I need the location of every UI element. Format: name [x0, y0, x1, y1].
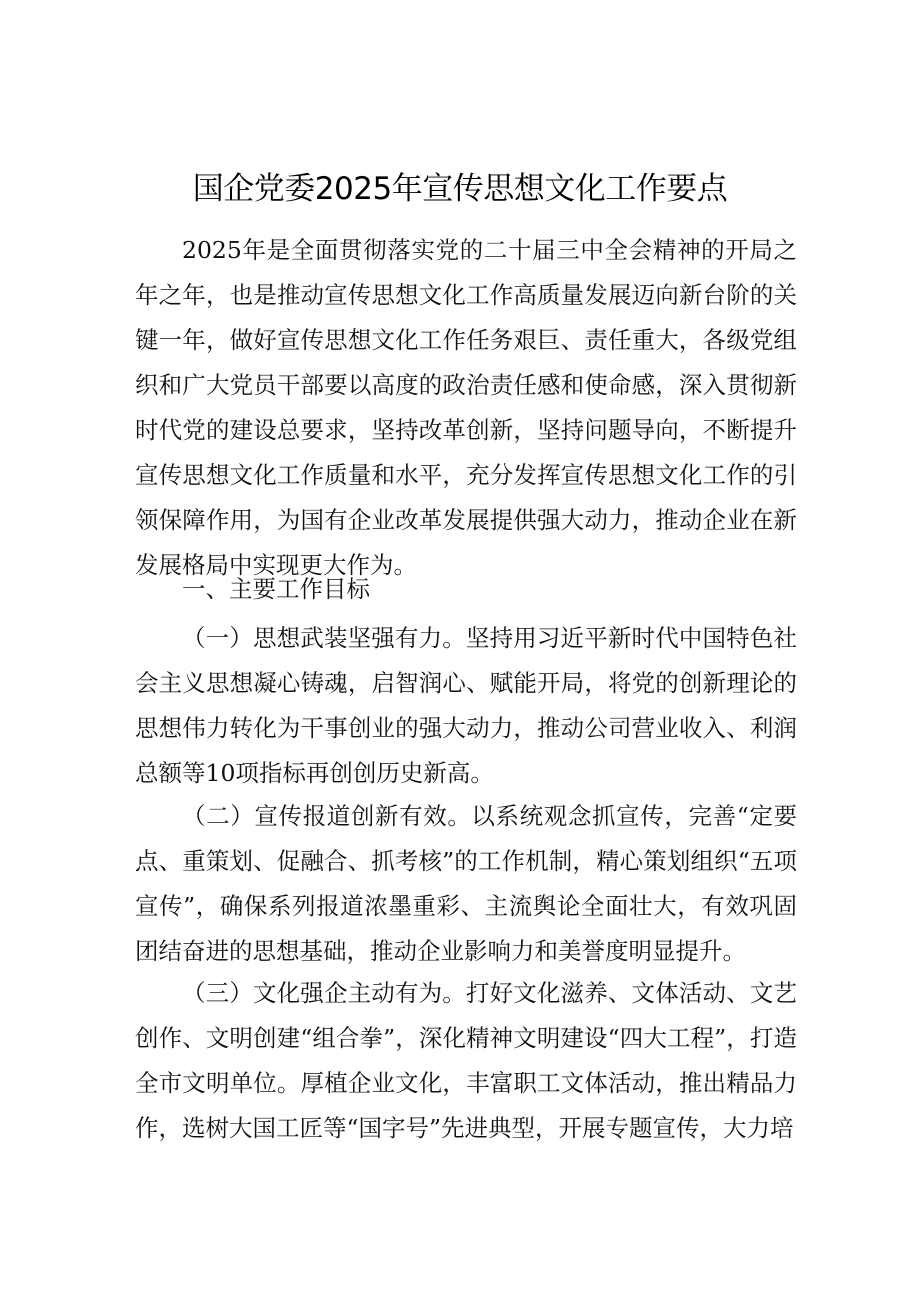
goal-item-3: （三）文化强企主动有为。打好文化滋养、文体活动、文艺创作、文明创建“组合拳”，深化精神文明建设“四大工程”，打造全市文明单位。厚植企业文化，丰富职工文体活动，推出精品力作，选树大国工匠等“国字号”先进典型，开展专题宣传，大力培 — [135, 979, 797, 1142]
goal-item-1: （一）思想武装坚强有力。坚持用习近平新时代中国特色社会主义思想凝心铸魂，启智润心、赋能开局，将党的创新理论的思想伟力转化为干事创业的强大动力，推动公司营业收入、利润总额等10项指标再创创历史新高。 — [135, 624, 797, 787]
intro-paragraph: 2025年是全面贯彻落实党的二十届三中全会精神的开局之年之年，也是推动宣传思想文化工作高质量发展迈向新台阶的关键一年，做好宣传思想文化工作任务艰巨、责任重大，各级党组织和广大党员干部要以高度的政治责任感和使命感，深入贯彻新时代党的建设总要求，坚持改革创新，坚持问题导向，不断提升宣传思想文化工作质量和水平，充分发挥宣传思想文化工作的引领保障作用，为国有企业改革发展提供强大动力，推动企业在新发展格局中实现更大作为。 — [135, 236, 797, 579]
document-title: 国企党委2025年宣传思想文化工作要点 — [192, 171, 728, 207]
goal-item-2: （二）宣传报道创新有效。以系统观念抓宣传，完善“定要点、重策划、促融合、抓考核”的工作机制，精心策划组织“五项宣传”，确保系列报道浓墨重彩、主流舆论全面壮大，有效巩固团结奋进的思想基础，推动企业影响力和美誉度明显提升。 — [135, 802, 797, 965]
section-heading: 一、主要工作目标 — [182, 575, 370, 603]
